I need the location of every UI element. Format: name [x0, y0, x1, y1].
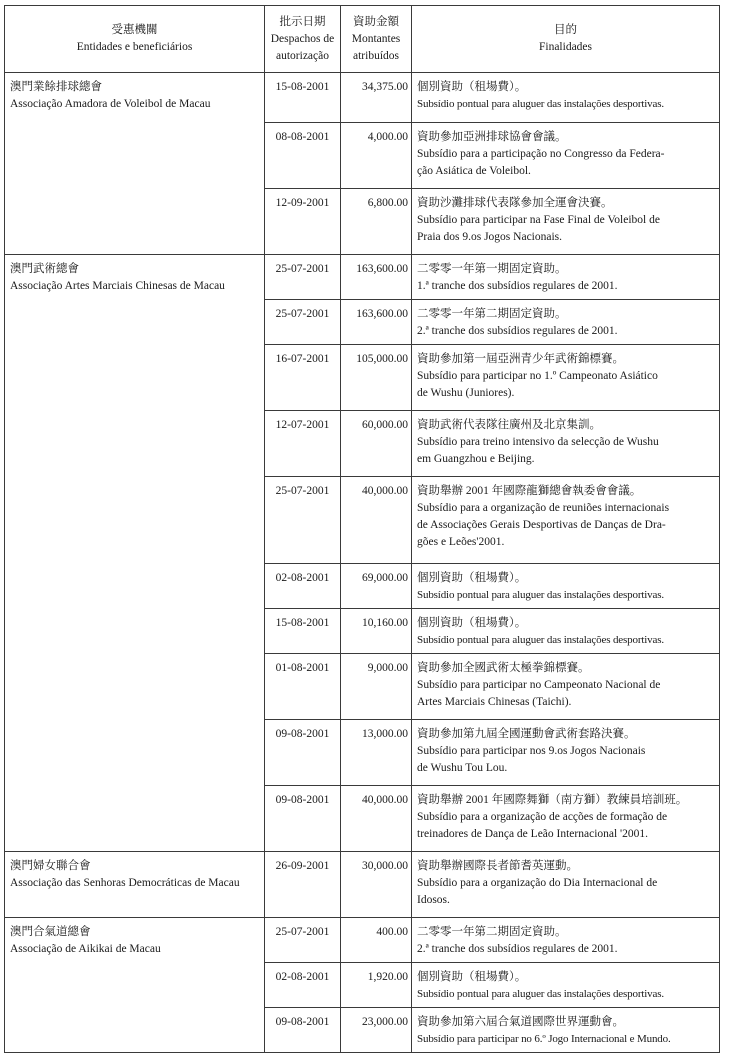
purpose-pt-line: 1.ª tranche dos subsídios regulares de 2001.	[417, 280, 618, 292]
entity-name-zh: 澳門武術總會	[10, 263, 79, 275]
header-date-zh: 批示日期	[279, 15, 326, 28]
purpose-pt-line: 2.ª tranche dos subsídios regulares de 2001.	[417, 943, 618, 955]
authorization-date: 12-07-2001	[265, 411, 341, 477]
amount-value: 105,000.00	[341, 345, 412, 411]
subsidy-table-page	[4, 5, 719, 1053]
authorization-date: 12-09-2001	[265, 189, 341, 255]
purpose-zh: 資助參加第一屆亞洲青少年武術錦標賽。	[417, 353, 624, 365]
purpose-zh: 個別資助（租場費）。	[417, 617, 527, 629]
purpose-zh: 資助舉辦國際長者節耆英運動。	[417, 860, 578, 872]
purpose-zh: 個別資助（租場費）。	[417, 971, 527, 983]
purpose-pt-line: Subsídio para a organização do Dia Internacional de	[417, 877, 658, 889]
purpose-pt-line: de Wushu (Juniores).	[417, 387, 515, 399]
header-amount-zh: 資助金額	[353, 15, 399, 28]
purpose-pt-line: Subsídio para participar nos 9.os Jogos Nacionais	[417, 745, 646, 757]
entity-name-zh: 澳門婦女聯合會	[10, 860, 91, 872]
amount-value: 1,920.00	[341, 963, 412, 1008]
purpose-cell	[412, 564, 720, 609]
purpose-cell	[412, 477, 720, 564]
header-entity	[5, 6, 265, 73]
entity-name-pt: Associação das Senhoras Democráticas de Macau	[10, 877, 240, 889]
amount-value: 40,000.00	[341, 786, 412, 852]
purpose-pt-line: Subsídio pontual para aluguer das instalações desportivas.	[417, 98, 664, 110]
table-row	[5, 255, 720, 300]
header-purpose-zh: 目的	[554, 24, 577, 36]
purpose-cell	[412, 189, 720, 255]
amount-value: 34,375.00	[341, 73, 412, 123]
authorization-date: 25-07-2001	[265, 255, 341, 300]
purpose-cell	[412, 609, 720, 654]
purpose-cell	[412, 411, 720, 477]
purpose-zh: 資助參加全國武術太極拳錦標賽。	[417, 662, 590, 674]
purpose-cell	[412, 123, 720, 189]
header-amount	[341, 6, 412, 73]
entity-cell	[5, 255, 265, 852]
purpose-pt-line: Idosos.	[417, 894, 450, 906]
purpose-cell	[412, 918, 720, 963]
entity-name-zh: 澳門業餘排球總會	[10, 81, 102, 93]
purpose-zh: 個別資助（租場費）。	[417, 572, 527, 584]
header-purpose-pt: Finalidades	[538, 41, 593, 53]
amount-value: 13,000.00	[341, 720, 412, 786]
amount-value: 163,600.00	[341, 255, 412, 300]
purpose-zh: 資助舉辦 2001 年國際龍獅總會執委會會議。	[417, 485, 642, 497]
purpose-pt-line: Subsídio para participar no 6.º Jogo Internacional e Mundo.	[417, 1033, 671, 1045]
table-header-row	[5, 6, 720, 73]
authorization-date: 25-07-2001	[265, 477, 341, 564]
purpose-pt-line: Subsídio para treino intensivo da selecção de Wushu	[417, 436, 659, 448]
purpose-cell	[412, 345, 720, 411]
authorization-date: 08-08-2001	[265, 123, 341, 189]
header-date	[265, 6, 341, 73]
purpose-zh: 資助舉辦 2001 年國際舞獅（南方獅）教練員培訓班。	[417, 794, 688, 806]
table-row	[5, 918, 720, 963]
purpose-pt-line: de Wushu Tou Lou.	[417, 762, 508, 774]
purpose-pt-line: 2.ª tranche dos subsídios regulares de 2001.	[417, 325, 618, 337]
purpose-zh: 資助參加第九屆全國運動會武術套路決賽。	[417, 728, 636, 740]
purpose-pt-line: Subsídio pontual para aluguer das instalações desportivas.	[417, 988, 664, 1000]
purpose-pt-line: Artes Marciais Chinesas (Taichi).	[417, 696, 572, 708]
purpose-zh: 資助參加亞洲排球協會會議。	[417, 131, 567, 143]
entity-name-pt: Associação de Aikikai de Macau	[10, 943, 161, 955]
header-entity-zh: 受惠機關	[111, 24, 158, 36]
authorization-date: 09-08-2001	[265, 786, 341, 852]
header-amount-pt1: Montantes	[351, 32, 401, 45]
purpose-pt-line: Praia dos 9.os Jogos Nacionais.	[417, 231, 563, 243]
table-row	[5, 852, 720, 918]
purpose-cell	[412, 852, 720, 918]
authorization-date: 25-07-2001	[265, 918, 341, 963]
amount-value: 60,000.00	[341, 411, 412, 477]
authorization-date: 09-08-2001	[265, 720, 341, 786]
purpose-zh: 二零零一年第一期固定資助。	[417, 263, 567, 275]
purpose-cell	[412, 786, 720, 852]
header-entity-pt: Entidades e beneficiários	[76, 41, 193, 53]
purpose-cell	[412, 720, 720, 786]
subsidy-table	[4, 5, 720, 1053]
authorization-date: 02-08-2001	[265, 564, 341, 609]
header-date-pt2: autorização	[276, 49, 329, 62]
purpose-pt-line: treinadores de Dança de Leão Internacional '2001.	[417, 828, 649, 840]
entity-cell	[5, 852, 265, 918]
purpose-zh: 二零零一年第二期固定資助。	[417, 926, 567, 938]
amount-value: 6,800.00	[341, 189, 412, 255]
purpose-cell	[412, 654, 720, 720]
purpose-pt-line: ção Asiática de Voleibol.	[417, 165, 531, 177]
entity-name-pt: Associação Artes Marciais Chinesas de Macau	[10, 280, 225, 292]
authorization-date: 26-09-2001	[265, 852, 341, 918]
entity-cell	[5, 918, 265, 1053]
purpose-pt-line: Subsídio para a organização de acções de formação de	[417, 811, 668, 823]
purpose-zh: 資助參加第六屆合氣道國際世界運動會。	[417, 1016, 624, 1028]
authorization-date: 25-07-2001	[265, 300, 341, 345]
entity-cell	[5, 73, 265, 255]
amount-value: 30,000.00	[341, 852, 412, 918]
purpose-zh: 個別資助（租場費）。	[417, 81, 527, 93]
purpose-pt-line: Subsídio para participar no 1.º Campeonato Asiático	[417, 370, 658, 382]
authorization-date: 15-08-2001	[265, 609, 341, 654]
amount-value: 23,000.00	[341, 1008, 412, 1053]
authorization-date: 16-07-2001	[265, 345, 341, 411]
amount-value: 4,000.00	[341, 123, 412, 189]
table-row	[5, 73, 720, 123]
purpose-pt-line: de Associações Gerais Desportivas de Danças de Dra-	[417, 519, 666, 531]
purpose-pt-line: gões e Leões'2001.	[417, 536, 505, 548]
purpose-zh: 資助武術代表隊往廣州及北京集訓。	[417, 419, 601, 431]
purpose-cell	[412, 963, 720, 1008]
table-body	[5, 73, 720, 1053]
amount-value: 40,000.00	[341, 477, 412, 564]
amount-value: 400.00	[341, 918, 412, 963]
header-amount-pt2: atribuídos	[353, 49, 399, 62]
purpose-pt-line: Subsídio para participar no Campeonato Nacional de	[417, 679, 661, 691]
amount-value: 10,160.00	[341, 609, 412, 654]
purpose-zh: 資助沙灘排球代表隊參加全運會決賽。	[417, 197, 613, 209]
authorization-date: 09-08-2001	[265, 1008, 341, 1053]
purpose-pt-line: em Guangzhou e Beijing.	[417, 453, 535, 465]
entity-name-zh: 澳門合氣道總會	[10, 926, 91, 938]
entity-name-pt: Associação Amadora de Voleibol de Macau	[10, 98, 211, 110]
purpose-pt-line: Subsídio para a participação no Congresso da Federa-	[417, 148, 665, 160]
amount-value: 9,000.00	[341, 654, 412, 720]
authorization-date: 02-08-2001	[265, 963, 341, 1008]
purpose-zh: 二零零一年第二期固定資助。	[417, 308, 567, 320]
purpose-pt-line: Subsídio para participar na Fase Final de Voleibol de	[417, 214, 660, 226]
authorization-date: 01-08-2001	[265, 654, 341, 720]
amount-value: 163,600.00	[341, 300, 412, 345]
header-date-pt1: Despachos de	[270, 32, 335, 45]
purpose-pt-line: Subsídio pontual para aluguer das instalações desportivas.	[417, 589, 664, 601]
amount-value: 69,000.00	[341, 564, 412, 609]
header-purpose	[412, 6, 720, 73]
purpose-cell	[412, 300, 720, 345]
purpose-pt-line: Subsídio pontual para aluguer das instalações desportivas.	[417, 634, 664, 646]
purpose-pt-line: Subsídio para a organização de reuniões internacionais	[417, 502, 670, 514]
purpose-cell	[412, 255, 720, 300]
authorization-date: 15-08-2001	[265, 73, 341, 123]
purpose-cell	[412, 1008, 720, 1053]
purpose-cell	[412, 73, 720, 123]
